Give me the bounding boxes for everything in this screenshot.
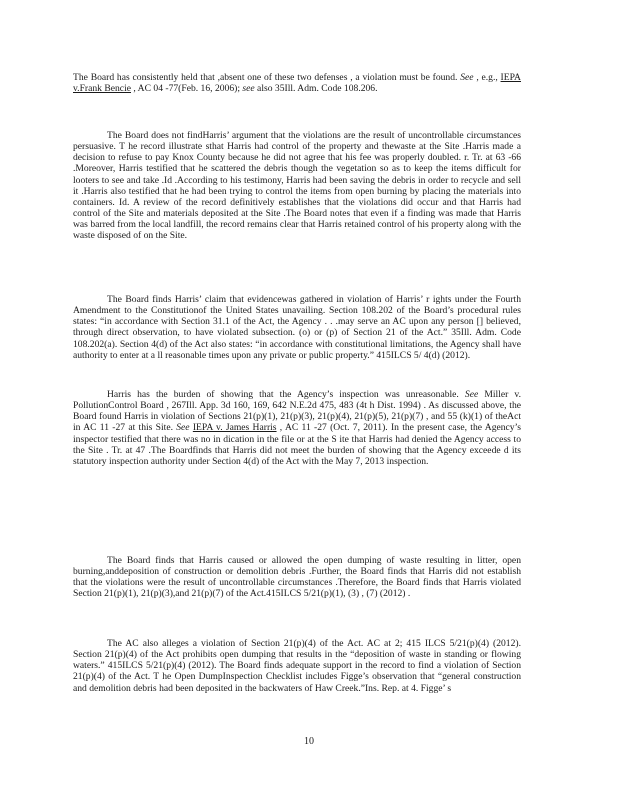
text-run: Miller v. PollutionControl Board , 267Ill. App. 3d 160, 169, 642 N.E.2d 475, 483 (4t h Dist. 1994) . As discussed above, the Board found Harris in violation of Sections 21(p)(1), 21(p)(3), 21(p)(4), 21(p)(5), 21(p)(7) , and 55 (k)(1) of theAct in AC 11 -27 at this Site. [73, 389, 521, 434]
text-run: The Board has consistently held that ,absent one of these two defenses , a violation must be found. [73, 72, 461, 83]
case-citation: IEPA v.Frank Bencie [73, 72, 521, 95]
paragraph-4 [73, 389, 521, 467]
text-run: , AC 11 -27 (Oct. 7, 2011). In the present case, the Agency’s inspector testified that there was no in dication in the file or at the S ite that Harris had denied the Agency access to the Site . Tr. at 47 .The Boardfinds that Harris did not meet the burden of showing that the Agency exceede d its statutory inspection authority under Section 4(d) of the Act with the May 7, 2013 inspection. [73, 422, 522, 467]
case-citation: IEPA v. James Harris [192, 422, 277, 434]
text-run: The AC also alleges a violation of Section 21(p)(4) of the Act. AC at 2; 415 ILCS 5/21(p)(4) (2012). Section 21(p)(4) of the Act prohibits open dumping that results in the “deposition of waste in standing or flowing waters.” 415ILCS 5/21(p)(4) (2012). The Board finds adequate support in the record to find a violation of Section 21(p)(4) of the Act. T he Open DumpInspection Checklist includes Figge’s observation that “general construction and demolition debris had been deposited in the backwaters of Haw Creek.”Ins. Rep. at 4. Figge’ s [73, 638, 521, 694]
paragraph-6 [73, 638, 521, 694]
signal-word: See [464, 389, 479, 400]
text-run: , AC 04 -77(Feb. 16, 2006); [131, 83, 243, 95]
signal-word: see [242, 83, 255, 95]
text-run: The Board finds that Harris caused or allowed the open dumping of waste resulting in litter, open burning,anddeposition of construction or demolition debris .Further, the Board finds that Harris did not establish that the violations were the result of uncontrollable circumstances .Therefore, the Board finds that Harris violated Section 21(p)(1), 21(p)(3),and 21(p)(7) of the Act.415ILCS 5/21(p)(1), (3) , (7) (2012) . [73, 555, 521, 600]
text-run: The Board finds Harris’ claim that evidencewas gathered in violation of Harris’ r ights under the Fourth Amendment to the Constitutionof the United States unavailing. Section 108.202 of the Board’s procedural rules states: “in accordance with Section 31.1 of the Act, the Agency . . .may serve an AC upon any person [] believed, through direct observation, to have violated subsection. (o) or (p) of Section 21 of the Act.” 35Ill. Adm. Code 108.202(a). Section 4(d) of the Act also states: “in accordance with constitutional limitations, the Agency shall have authority to enter at a ll reasonable times upon any private or public property.” 415ILCS 5/ 4(d) (2012). [73, 294, 521, 361]
paragraph-3 [73, 294, 521, 361]
paragraph-1 [73, 72, 521, 94]
paragraph-2 [73, 130, 521, 242]
text-run: The Board does not findHarris’ argument that the violations are the result of uncontrollable circumstances persuasive. T he record illustrate sthat Harris had control of the property and thewaste at the Site .Harris made a decision to refuse to pay Knox County because he did not agree that his fee was properly doubled. r. Tr. at 63 -66 .Moreover, Harris testified that he scattered the debris though the vegetation so as to keep the items difficult for looters to see and take .Id .According to his testimony, Harris had been saving the debris in order to recycle and sell it .Harris also testified that he had been trying to control the items from open burning by placing the materials into containers. Id. A review of the record definitively establishes that the violations did occur and that Harris had control of the Site and materials deposited at the Site .The Board notes that even if a finding was made that Harris was barred from the local landfill, the record remains clear that Harris retained control of his property along with the waste disposed of on the Site. [73, 130, 521, 242]
signal-word: See [176, 422, 190, 434]
signal-word: See [460, 72, 474, 83]
text-run: Harris has the burden of showing that the Agency’s inspection was unreasonable. [107, 389, 465, 400]
text-run: , e.g., [473, 72, 501, 83]
page-number: 10 [304, 736, 314, 747]
text-run: also 35Ill. Adm. Code 108.206. [254, 83, 378, 95]
paragraph-5 [73, 555, 521, 600]
